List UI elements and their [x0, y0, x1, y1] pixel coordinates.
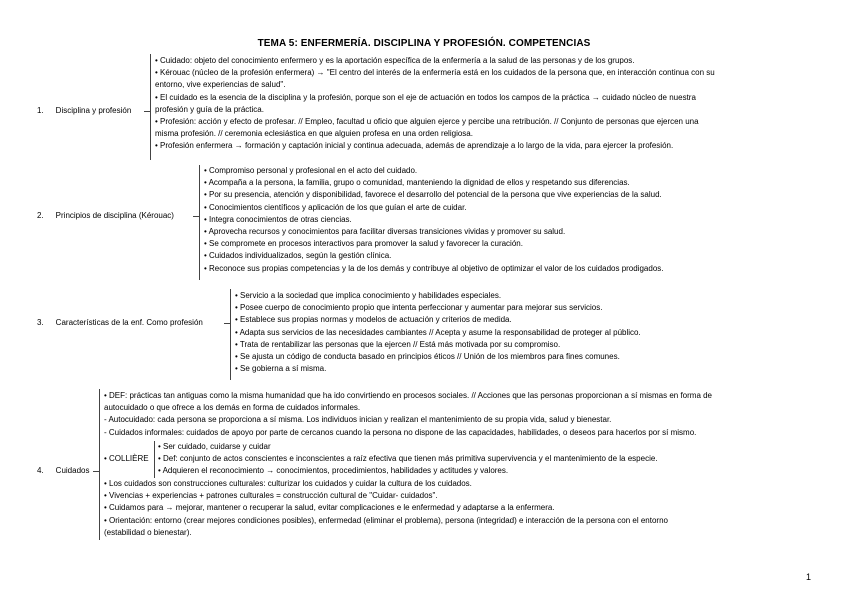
section-line: • El cuidado es la esencia de la disciplina y la profesión, porque son el eje de actuación en todos los campos de la práctica → cuidado núcleo de nuestra	[155, 92, 696, 102]
section-line: misma profesión. // ceremonia eclesiástica en que alguien profesa en una orden religiosa.	[155, 129, 473, 139]
colliere-label: • COLLIÈRE	[104, 454, 149, 463]
section-line: • Trata de rentabilizar las personas que la ejercen // Está más motivada por su compromiso.	[235, 339, 561, 349]
section-line: • Vivencias + experiencias + patrones culturales = construcción cultural de "Cuidar- cuidados".	[104, 491, 438, 501]
section-line: • Integra conocimientos de otras ciencias.	[204, 214, 352, 224]
section-title: Características de la enf. Como profesión	[55, 318, 203, 327]
section-3-content	[235, 290, 641, 375]
section-line: • Compromiso personal y profesional en el acto del cuidado.	[204, 166, 418, 175]
section-line: • Aprovecha recursos y conocimientos para facilitar diversas transiciones vividas y promover su salud.	[204, 227, 566, 237]
section-title: Principios de disciplina (Kérouac)	[55, 211, 174, 220]
section-1-brace	[150, 54, 151, 160]
section-line: - Cuidados informales: cuidados de apoyo por parte de cercanos cuando la persona no dispone de las capacidades, habilidades, o deseos para hacerlos por sí mismo.	[104, 427, 697, 437]
section-2-brace-tick	[193, 216, 199, 217]
section-3-label	[37, 318, 203, 328]
section-line: • Reconoce sus propias competencias y la de los demás y contribuye al objetivo de optimizar el valor de los cuidados prodigados.	[204, 263, 664, 273]
section-line: • Ser cuidado, cuidarse y cuidar	[158, 442, 271, 451]
colliere-content	[158, 441, 658, 478]
section-number: 1.	[37, 106, 44, 115]
section-line: • Por su presencia, atención y disponibilidad, favorece el desarrollo del potencial de la persona que vive experiencias de la salud.	[204, 190, 662, 200]
section-line: • Se compromete en procesos interactivos para promover la salud y favorecer la curación.	[204, 239, 523, 249]
section-3-brace	[230, 289, 231, 380]
section-2-label	[37, 211, 174, 221]
section-1-label	[37, 106, 131, 116]
section-4-content-top	[104, 390, 712, 439]
section-line: entorno, vive experiencias de salud".	[155, 80, 286, 90]
section-line: • Cuidados individualizados, según la gestión clínica.	[204, 251, 392, 261]
section-line: • Conocimientos científicos y aplicación de los que guían el arte de cuidar.	[204, 202, 467, 212]
section-number: 4.	[37, 466, 44, 475]
section-line: • Posee cuerpo de conocimiento propio que intenta perfeccionar y aumentar para mejorar sus servicios.	[235, 303, 603, 313]
section-title: Cuidados	[55, 466, 90, 475]
section-4-content-bottom	[104, 478, 668, 539]
colliere-brace	[154, 441, 155, 478]
section-4-brace	[99, 389, 100, 540]
page-title: TEMA 5: ENFERMERÍA. DISCIPLINA Y PROFESIÓN. COMPETENCIAS	[257, 38, 591, 49]
section-line: • Kérouac (núcleo de la profesión enfermera) → "El centro del interés de la enfermería está en los cuidados de la persona que, en interacción continua con su	[155, 68, 715, 78]
section-1-brace-tick	[144, 111, 150, 112]
section-line: • Adapta sus servicios de las necesidades cambiantes // Acepta y asume la responsabilidad de proteger al público.	[235, 327, 641, 337]
section-line: • Cuidado: objeto del conocimiento enfermero y es la aportación específica de la enfermería a la salud de las personas y de los grupos.	[155, 56, 635, 65]
section-title: Disciplina y profesión	[55, 106, 132, 115]
section-number: 3.	[37, 318, 44, 327]
section-line: • Profesión: acción y efecto de profesar. // Empleo, facultad u oficio que alguien ejerce y percibe una retribución. // Conjunto de personas que ejercen una	[155, 117, 699, 127]
section-4-brace-tick	[93, 471, 99, 472]
section-line: • Se ajusta un código de conducta basado en principios éticos // Unión de los miembros para fines comunes.	[235, 352, 620, 362]
section-line: • DEF: prácticas tan antiguas como la misma humanidad que ha ido convirtiendo en procesos sociales. // Acciones que las personas proporcionan a sí mismas en forma de	[104, 391, 713, 400]
section-line: • Orientación: entorno (crear mejores condiciones posibles), enfermedad (eliminar el problema), persona (integridad) e interacción de la persona con el entorno	[104, 515, 668, 525]
section-line: • Cuidamos para → mejorar, mantener o recuperar la salud, evitar complicaciones e le enfermedad y adaptarse a la enfermera.	[104, 503, 555, 513]
section-2-brace	[199, 165, 200, 280]
section-3-brace-tick	[224, 323, 230, 324]
section-line: • Establece sus propias normas y modelos de actuación y criterios de medida.	[235, 315, 512, 325]
section-line: • Se gobierna a sí misma.	[235, 364, 327, 374]
section-line: • Acompaña a la persona, la familia, grupo o comunidad, manteniendo la dignidad de ellos y respetando sus diferencias.	[204, 178, 630, 188]
section-line: • Profesión enfermera → formación y captación inicial y continua adecuada, además de aprendizaje a lo largo de la vida, para ejercer la profesión.	[155, 141, 674, 151]
section-line: • Los cuidados son construcciones culturales: culturizar los cuidados y cuidar la cultura de los cuidados.	[104, 479, 472, 488]
section-2-content	[204, 165, 664, 275]
section-line: autocuidado o que ofrece a los demás en forma de cuidados informales.	[104, 403, 361, 413]
section-number: 2.	[37, 211, 44, 220]
section-line: • Servicio a la sociedad que implica conocimiento y habilidades especiales.	[235, 291, 502, 300]
page-number: 1	[805, 572, 811, 582]
section-line: • Adquieren el reconocimiento → conocimientos, procedimientos, habilidades y actitudes y valores.	[158, 466, 509, 476]
section-line: - Autocuidado: cada persona se proporciona a sí misma. Los individuos inician y realizan el mantenimiento de su propia vida, salud y bienestar.	[104, 415, 612, 425]
section-1-content	[155, 55, 715, 153]
section-4-label	[37, 466, 89, 476]
section-line: profesión y guía de la práctica.	[155, 104, 264, 114]
section-line: • Def: conjunto de actos conscientes e inconscientes a raíz efectiva que tienen más primitiva supervivencia y el mantenimiento de la especie.	[158, 454, 658, 464]
section-line: (estabilidad o bienestar).	[104, 527, 192, 537]
